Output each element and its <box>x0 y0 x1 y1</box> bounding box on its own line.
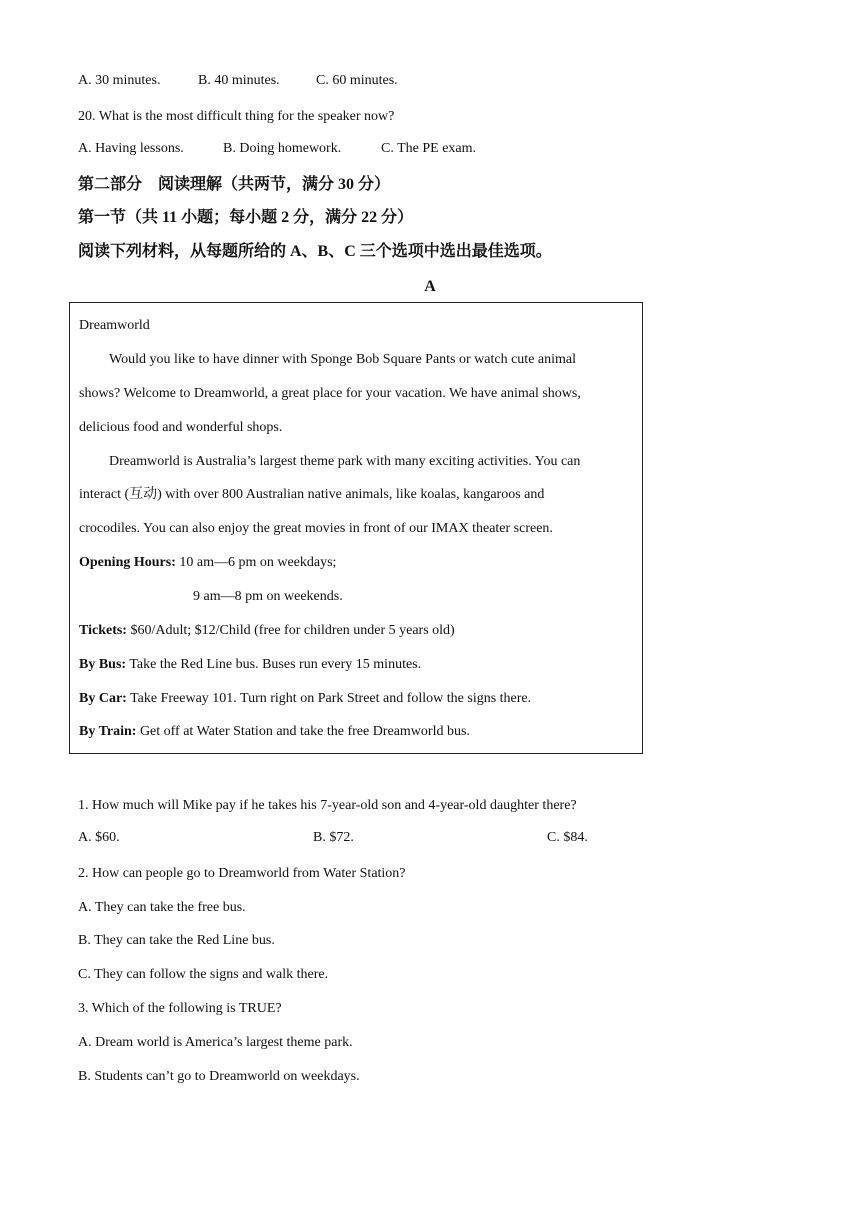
option-a: A. 30 minutes. <box>78 73 161 88</box>
opening-hours-weekends: 9 am—8 pm on weekends. <box>193 589 343 604</box>
tickets-text: $60/Adult; $12/Child (free for children under 5 years old) <box>126 623 455 638</box>
paragraph-2-line-2: interact (互动) with over 800 Australian native animals, like koalas, kangaroos and <box>79 487 545 502</box>
opening-hours-label: Opening Hours: <box>79 555 176 570</box>
part2-title: 第二部分 阅读理解（共两节，满分 30 分） <box>78 176 391 193</box>
by-car-label: By Car: <box>79 691 127 706</box>
question-2: 2. How can people go to Dreamworld from Water Station? <box>78 866 406 881</box>
q2-option-c: C. They can follow the signs and walk there. <box>78 967 329 982</box>
passage-title: Dreamworld <box>79 318 150 333</box>
passage-label: A <box>424 278 436 295</box>
question-1: 1. How much will Mike pay if he takes his 7-year-old son and 4-year-old daughter there? <box>78 798 577 813</box>
by-car-text: Take Freeway 101. Turn right on Park Street and follow the signs there. <box>126 691 532 706</box>
paragraph-2-line-1: Dreamworld is Australia’s largest theme park with many exciting activities. You can <box>109 454 581 469</box>
paragraph-2-line-3: crocodiles. You can also enjoy the great movies in front of our IMAX theater screen. <box>79 521 553 536</box>
question-20: 20. What is the most difficult thing for the speaker now? <box>78 109 395 124</box>
question-3: 3. Which of the following is TRUE? <box>78 1001 282 1016</box>
q1-option-c: C. $84. <box>547 830 588 845</box>
q1-option-a: A. $60. <box>78 830 120 845</box>
paragraph-1-line-1: Would you like to have dinner with Sponge Bob Square Pants or watch cute animal <box>109 352 577 367</box>
q20-option-a: A. Having lessons. <box>78 141 184 156</box>
paragraph-1-line-3: delicious food and wonderful shops. <box>79 420 283 435</box>
by-car <box>79 689 531 709</box>
q1-option-b: B. $72. <box>313 830 354 845</box>
by-train-text: Get off at Water Station and take the free Dreamworld bus. <box>136 724 470 739</box>
q2-option-b: B. They can take the Red Line bus. <box>78 933 275 948</box>
opening-hours <box>79 553 336 573</box>
passage-box <box>69 302 643 754</box>
by-bus <box>79 655 421 675</box>
paragraph-1-line-2: shows? Welcome to Dreamworld, a great place for your vacation. We have animal shows, <box>79 386 581 401</box>
by-bus-label: By Bus: <box>79 657 127 672</box>
q3-option-b: B. Students can’t go to Dreamworld on weekdays. <box>78 1069 360 1084</box>
q20-option-c: C. The PE exam. <box>381 141 477 156</box>
reading-instruction: 阅读下列材料，从每题所给的 A、B、C 三个选项中选出最佳选项。 <box>78 243 552 260</box>
by-train-label: By Train: <box>79 724 137 739</box>
tickets <box>79 621 455 641</box>
option-c: C. 60 minutes. <box>316 73 398 88</box>
by-bus-text: Take the Red Line bus. Buses run every 15 minutes. <box>126 657 422 672</box>
tickets-label: Tickets: <box>79 623 127 638</box>
q20-option-b: B. Doing homework. <box>223 141 342 156</box>
q2-option-a: A. They can take the free bus. <box>78 900 246 915</box>
section1-title: 第一节（共 11 小题；每小题 2 分，满分 22 分） <box>78 209 414 226</box>
opening-hours-weekdays: 10 am—6 pm on weekdays; <box>175 555 337 570</box>
by-train <box>79 722 470 742</box>
q3-option-a: A. Dream world is America’s largest theme park. <box>78 1035 353 1050</box>
option-b: B. 40 minutes. <box>198 73 280 88</box>
